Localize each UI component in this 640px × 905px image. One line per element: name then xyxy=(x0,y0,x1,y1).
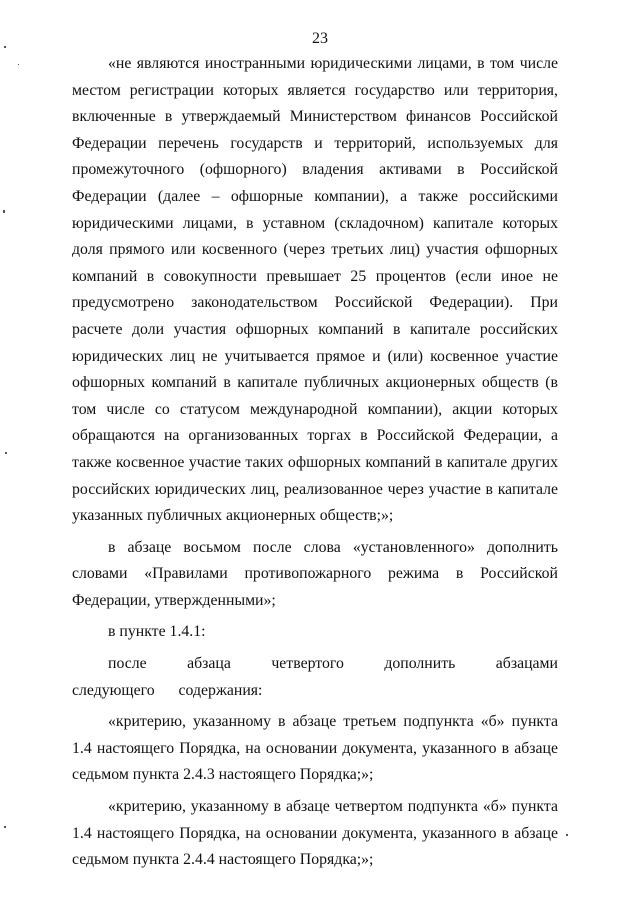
scan-speck xyxy=(4,46,6,48)
paragraph-add-after-fourth: после абзаца четвертого дополнить абзацами следующего содержания: xyxy=(72,655,558,699)
paragraph-offshore-definition: «не являются иностранными юридическими лицами, в том числе местом регистрации которых является государство или территория, включенные в утверждаемый Министерством финансов Российской Федерации перечень государств и территорий, используемых для промежуточного (офшорного) владения активами в Российской Федерации (далее – офшорные компании), а также российскими юридическими лицами, в уставном (складочном) капитале которых доля прямого или косвенного (через третьих лиц) участия офшорных компаний в совокупности превышает 25 процентов (если иное не предусмотрено законодательством Российской Федерации). При расчете доли участия офшорных компаний в капитале российских юридических лиц не учитывается прямое и (или) косвенное участие офшорных компаний в капитале публичных акционерных обществ (в том числе со статусом международной компании), акции которых обращаются на организованных торгах в Российской Федерации, а также косвенное участие таких офшорных компаний в капитале других российских юридических лиц, реализованное через участие в капитале указанных публичных акционерных обществ;»; xyxy=(72,55,558,525)
paragraph-fire-rules-amendment: в абзаце восьмом после слова «установленного» дополнить словами «Правилами противопожарного режима в Российской Федерации, утвержденными»; xyxy=(72,538,558,609)
scan-speck xyxy=(3,210,5,213)
paragraph-criterion-third: «критерию, указанному в абзаце третьем подпункта «б» пункта 1.4 настоящего Порядка, на основании документа, указанного в абзаце седьмом пункта 2.4.3 настоящего Порядка;»; xyxy=(72,713,558,784)
scan-speck xyxy=(5,452,7,454)
paragraph-criterion-fourth: «критерию, указанному в абзаце четвертом подпункта «б» пункта 1.4 настоящего Порядка, на основании документа, указанного в абзаце седьмом пункта 2.4.4 настоящего Порядка;»; xyxy=(72,798,558,869)
page-number: 23 xyxy=(312,30,328,47)
scan-speck xyxy=(4,826,6,828)
scan-speck xyxy=(566,834,568,836)
scan-speck xyxy=(18,64,19,65)
document-body xyxy=(72,51,558,874)
paragraph-point-1-4-1: в пункте 1.4.1: xyxy=(108,623,206,641)
